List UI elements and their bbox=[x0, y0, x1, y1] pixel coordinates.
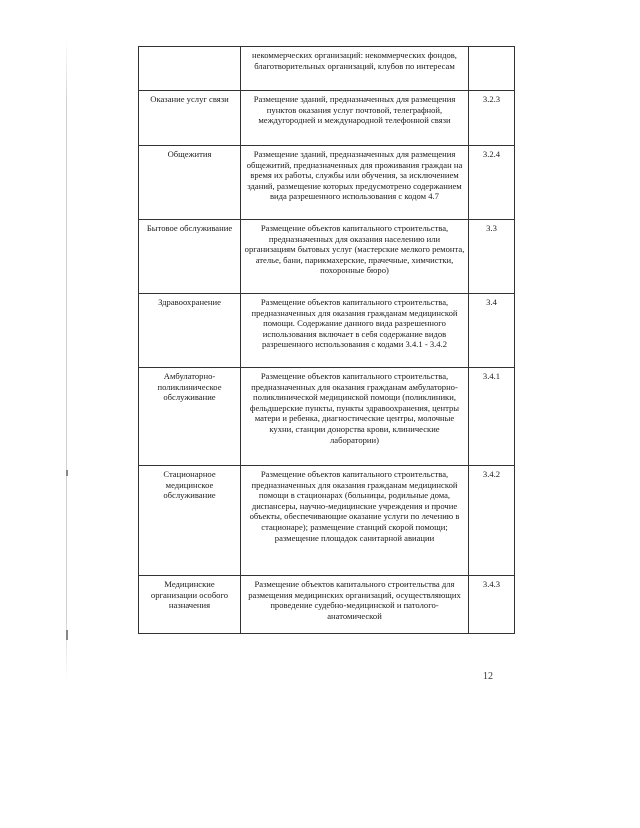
table-row bbox=[139, 368, 515, 466]
table-row bbox=[139, 466, 515, 576]
table-row bbox=[139, 146, 515, 220]
scan-artifact bbox=[66, 470, 68, 476]
use-description-cell: Размещение объектов капитального строительства, предназначенных для оказания гражданам медицинской помощи в стационарах (больницы, родильные дома, диспансеры, научно-медицинские учреждения и прочие объекты, обеспечивающие оказание услуги по лечению в стационаре); размещение станций скорой помощи; размещение площадок санитарной авиации bbox=[241, 466, 469, 576]
use-code-cell bbox=[469, 47, 515, 91]
use-name-cell: Оказание услуг связи bbox=[139, 91, 241, 146]
use-code-cell: 3.4.1 bbox=[469, 368, 515, 466]
use-name-cell: Стационарное медицинское обслуживание bbox=[139, 466, 241, 576]
use-name-cell: Общежития bbox=[139, 146, 241, 220]
use-name-cell: Бытовое обслуживание bbox=[139, 220, 241, 294]
use-code-cell: 3.2.4 bbox=[469, 146, 515, 220]
use-description-cell: Размещение зданий, предназначенных для размещения общежитий, предназначенных для проживания граждан на время их работы, службы или обучения, за исключением зданий, размещение которых предусмотрено содержанием вида разрешенного использования с кодом 4.7 bbox=[241, 146, 469, 220]
use-description-cell: Размещение зданий, предназначенных для размещения пунктов оказания услуг почтовой, телеграфной, междугородней и международной телефонной связи bbox=[241, 91, 469, 146]
use-code-cell: 3.4.3 bbox=[469, 576, 515, 634]
table-row bbox=[139, 294, 515, 368]
use-name-cell: Медицинские организации особого назначения bbox=[139, 576, 241, 634]
page-number: 12 bbox=[483, 671, 493, 682]
scan-edge-line bbox=[66, 40, 67, 680]
use-code-cell: 3.4 bbox=[469, 294, 515, 368]
use-name-cell: Здравоохранение bbox=[139, 294, 241, 368]
use-code-cell: 3.2.3 bbox=[469, 91, 515, 146]
table-row bbox=[139, 91, 515, 146]
use-name-cell bbox=[139, 47, 241, 91]
land-use-table bbox=[138, 46, 515, 634]
use-description-cell: Размещение объектов капитального строительства, предназначенных для оказания гражданам амбулаторно-поликлинической медицинской помощи (поликлиники, фельдшерские пункты, пункты здравоохранения, центры матери и ребенка, диагностические центры, молочные кухни, станции донорства крови, клинические лаборатории) bbox=[241, 368, 469, 466]
scan-artifact bbox=[66, 630, 68, 640]
use-description-cell: Размещение объектов капитального строительства, предназначенных для оказания населению или организациям бытовых услуг (мастерские мелкого ремонта, ателье, бани, парикмахерские, прачечные, химчистки, похоронные бюро) bbox=[241, 220, 469, 294]
table-row bbox=[139, 47, 515, 91]
use-description-cell: Размещение объектов капитального строительства для размещения медицинских организаций, осуществляющих проведение судебно-медицинской и патолого-анатомической bbox=[241, 576, 469, 634]
use-name-cell: Амбулаторно-поликлиническое обслуживание bbox=[139, 368, 241, 466]
table-row bbox=[139, 576, 515, 634]
use-description-cell: некоммерческих организаций: некоммерческих фондов, благотворительных организаций, клубов по интересам bbox=[241, 47, 469, 91]
use-code-cell: 3.3 bbox=[469, 220, 515, 294]
use-description-cell: Размещение объектов капитального строительства, предназначенных для оказания гражданам медицинской помощи. Содержание данного вида разрешенного использования включает в себя содержание видов разрешенного использования с кодами 3.4.1 - 3.4.2 bbox=[241, 294, 469, 368]
use-code-cell: 3.4.2 bbox=[469, 466, 515, 576]
table-row bbox=[139, 220, 515, 294]
